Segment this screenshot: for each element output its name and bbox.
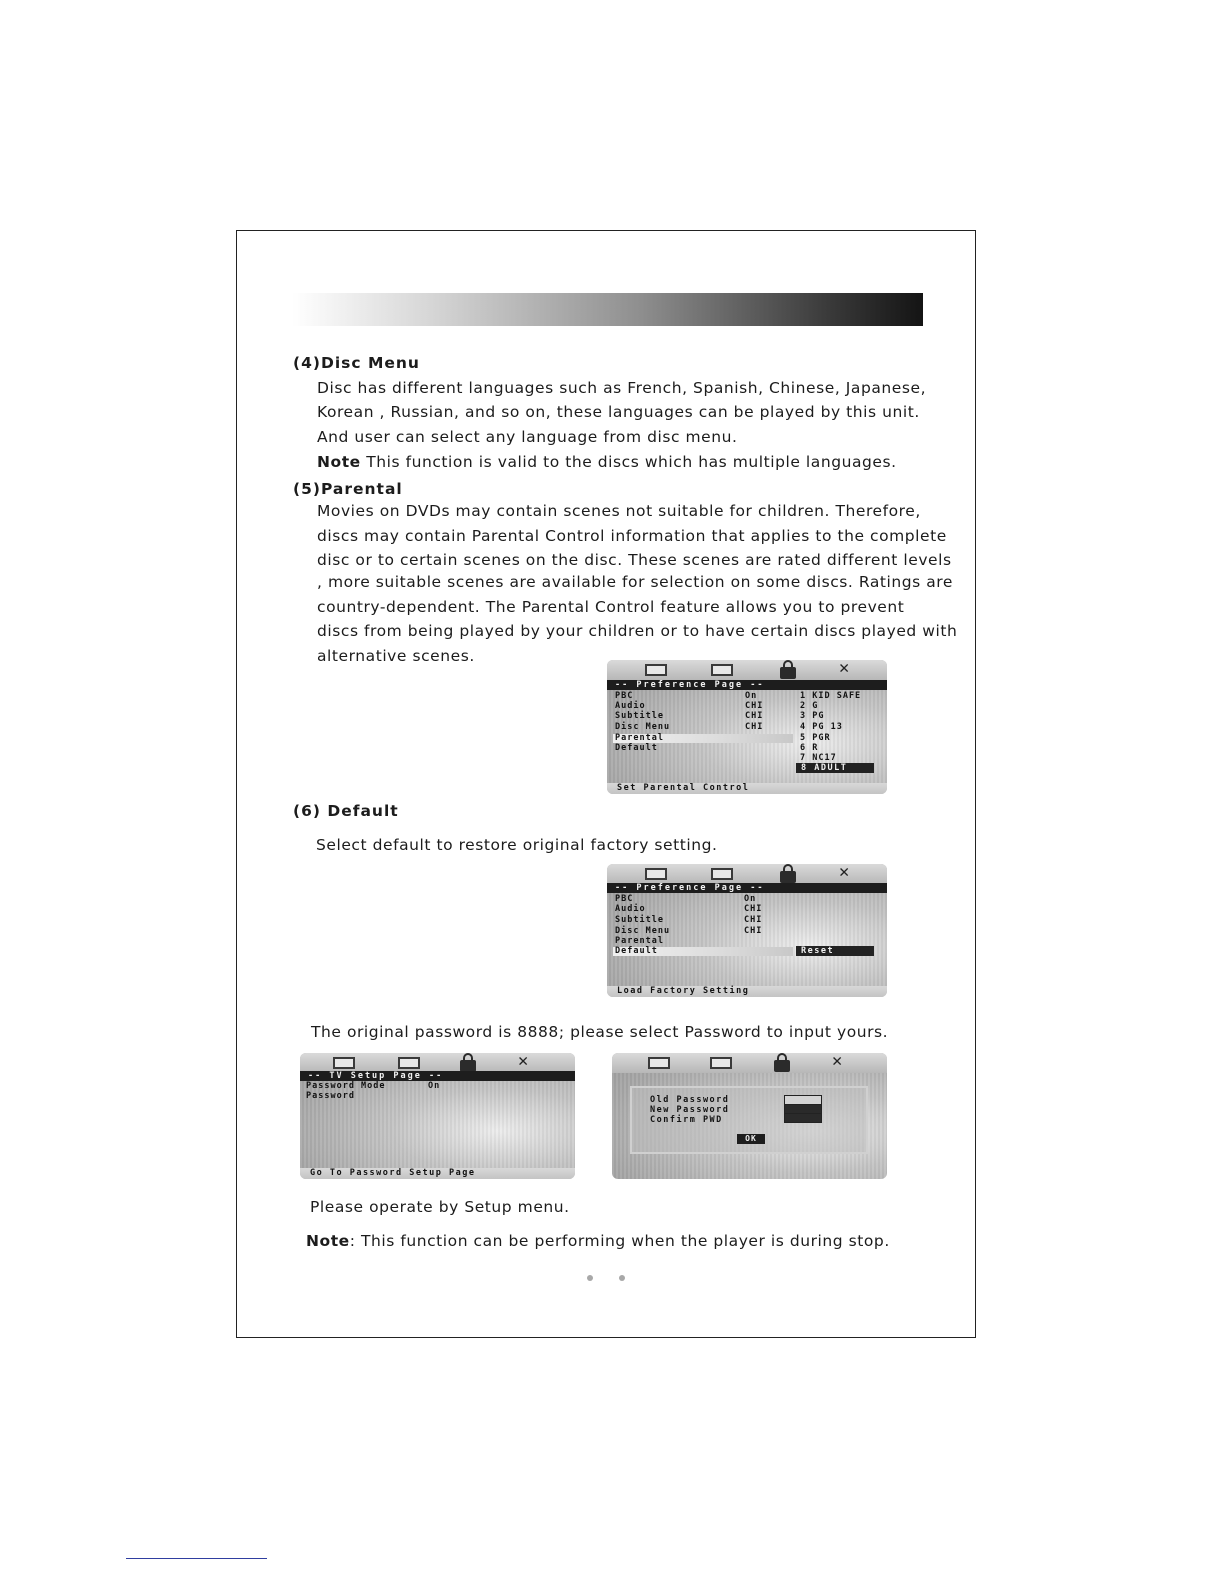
paragraph-line: Disc has different languages such as French, Spanish, Chinese, Japanese, [317, 379, 927, 397]
close-icon: ✕ [518, 1053, 529, 1071]
note-line [317, 452, 897, 472]
osd-title: -- Preference Page -- [607, 883, 887, 893]
heading-parental: (5)Parental [293, 480, 403, 498]
rating-option[interactable]: 3 PG [800, 711, 825, 721]
menu-value: CHI [744, 926, 763, 936]
rating-option[interactable]: 2 G [800, 701, 819, 711]
tv-icon [645, 664, 667, 676]
menu-item-pbc[interactable]: PBC [615, 691, 634, 701]
paragraph-line: Movies on DVDs may contain scenes not suitable for children. Therefore, [317, 502, 921, 520]
osd-status: Set Parental Control [607, 783, 887, 794]
paragraph-line: , more suitable scenes are available for selection on some discs. Ratings are [317, 573, 953, 591]
rating-option[interactable]: 6 R [800, 743, 819, 753]
new-password-label: New Password [650, 1105, 730, 1115]
menu-item-parental[interactable]: Parental [615, 936, 664, 946]
osd-screen-password [612, 1053, 887, 1179]
ok-button[interactable]: OK [737, 1134, 765, 1144]
password-info: The original password is 8888; please select Password to input yours. [311, 1023, 889, 1041]
note-text: : This function can be performing when the player is during stop. [349, 1232, 890, 1250]
confirm-pwd-field[interactable] [784, 1113, 822, 1123]
menu-item-audio[interactable]: Audio [615, 701, 646, 711]
menu-item-parental[interactable]: Parental [615, 733, 664, 743]
rating-option[interactable]: 7 NC17 [800, 753, 837, 763]
rating-option-selected[interactable]: 8 ADULT [796, 763, 874, 773]
tv-icon [645, 868, 667, 880]
menu-item-disc-menu[interactable]: Disc Menu [615, 722, 671, 732]
menu-value: On [744, 894, 757, 904]
lock-icon [780, 667, 796, 679]
tv-icon [648, 1057, 670, 1069]
note-text: This function is valid to the discs which has multiple languages. [366, 453, 897, 471]
lock-icon [774, 1060, 790, 1072]
paragraph-line: discs from being played by your children or to have certain discs played with [317, 622, 958, 640]
speaker-icon [398, 1057, 420, 1069]
paragraph-line: disc or to certain scenes on the disc. These scenes are rated different levels [317, 551, 952, 569]
page-dot [587, 1275, 593, 1281]
menu-item-subtitle[interactable]: Subtitle [615, 711, 664, 721]
osd-screen-tv-setup [300, 1053, 575, 1179]
paragraph-line: discs may contain Parental Control information that applies to the complete [317, 527, 947, 545]
icon-bar [607, 660, 887, 680]
paragraph-line: And user can select any language from disc menu. [317, 428, 738, 446]
osd-screen-parental [607, 660, 887, 794]
menu-value: On [428, 1081, 441, 1091]
rating-option[interactable]: 4 PG 13 [800, 722, 843, 732]
reset-option[interactable]: Reset [796, 946, 874, 956]
footer-rule [126, 1558, 267, 1559]
heading-default: (6) Default [293, 802, 399, 820]
note-label: Note [306, 1232, 350, 1250]
menu-item-pbc[interactable]: PBC [615, 894, 634, 904]
confirm-pwd-label: Confirm PWD [650, 1115, 723, 1125]
osd-screen-default [607, 864, 887, 997]
paragraph-line: alternative scenes. [317, 647, 475, 665]
menu-value: On [745, 691, 758, 701]
page-dot [619, 1275, 625, 1281]
speaker-icon [711, 868, 733, 880]
section-header-bar [292, 293, 923, 326]
paragraph-line: Korean , Russian, and so on, these languages can be played by this unit. [317, 403, 920, 421]
speaker-icon [711, 664, 733, 676]
menu-item-password-mode[interactable]: Password Mode [306, 1081, 386, 1091]
close-icon: ✕ [832, 1053, 843, 1071]
icon-bar [300, 1053, 575, 1073]
old-password-label: Old Password [650, 1095, 730, 1105]
menu-value: CHI [744, 904, 763, 914]
setup-menu-line: Please operate by Setup menu. [310, 1198, 570, 1216]
menu-item-default[interactable]: Default [615, 743, 658, 753]
rating-option[interactable]: 1 KID SAFE [800, 691, 862, 701]
menu-item-subtitle[interactable]: Subtitle [615, 915, 664, 925]
heading-disc-menu: (4)Disc Menu [293, 354, 420, 372]
menu-item-disc-menu[interactable]: Disc Menu [615, 926, 671, 936]
menu-value: CHI [745, 701, 764, 711]
rating-option[interactable]: 5 PGR [800, 733, 831, 743]
menu-value: CHI [745, 722, 764, 732]
speaker-icon [710, 1057, 732, 1069]
close-icon: ✕ [839, 660, 850, 678]
menu-value: CHI [745, 711, 764, 721]
close-icon: ✕ [839, 864, 850, 882]
icon-bar [607, 864, 887, 884]
icon-bar [612, 1053, 887, 1073]
menu-item-audio[interactable]: Audio [615, 904, 646, 914]
tv-icon [333, 1057, 355, 1069]
closing-note [306, 1231, 890, 1251]
osd-title: -- TV Setup Page -- [300, 1071, 575, 1081]
menu-item-default[interactable]: Default [615, 946, 658, 956]
paragraph-line: Select default to restore original factory setting. [316, 836, 718, 854]
note-label: Note [317, 453, 361, 471]
menu-item-password[interactable]: Password [306, 1091, 355, 1101]
paragraph-line: country-dependent. The Parental Control feature allows you to prevent [317, 598, 905, 616]
osd-title: -- Preference Page -- [607, 680, 887, 690]
osd-status: Load Factory Setting [607, 986, 887, 997]
lock-icon [780, 871, 796, 883]
osd-status: Go To Password Setup Page [300, 1168, 575, 1179]
menu-value: CHI [744, 915, 763, 925]
